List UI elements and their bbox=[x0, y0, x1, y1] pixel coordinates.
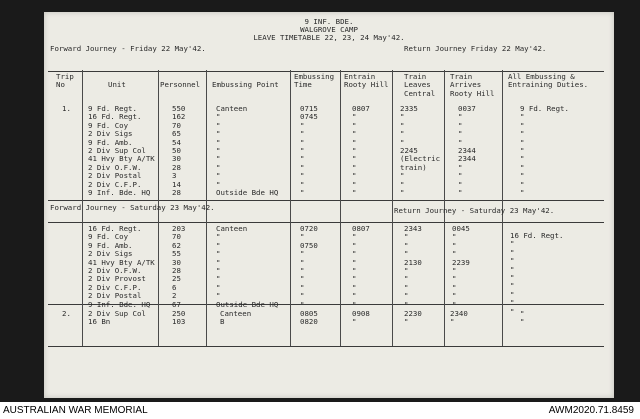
section2-personnel: 203 70 62 55 30 28 25 6 2 67 bbox=[172, 224, 186, 309]
section2-units: 16 Fd. Regt. 9 Fd. Coy 9 Fd. Amb. 2 Div Sigs 41 Hvy Bty A/TK 2 Div O.F.W. 2 Div Provost 2 Div C.F.P. 2 Div Postal 9 Inf. Bde. HQ bbox=[88, 224, 155, 309]
section3-train-leaves: 2230 " bbox=[404, 309, 422, 327]
section2-duties: 16 Fd. Regt. " " " " " " " " " bbox=[510, 231, 564, 316]
header-personnel: Personnel bbox=[160, 80, 201, 89]
section1-train-leaves: 2335 " " " " 2245 (Electric train) " " " bbox=[400, 104, 441, 198]
header-train-arrives: Train Arrives Rooty Hill bbox=[450, 72, 495, 98]
section3-train-arrives: 2340 " bbox=[450, 309, 468, 327]
header-embussing-point: Embussing Point bbox=[212, 80, 279, 89]
title-line-1: 9 INF. BDE. bbox=[304, 17, 354, 26]
institution-label: AUSTRALIAN WAR MEMORIAL bbox=[3, 405, 148, 416]
section2-entrain: 0807 " " " " " " " " " bbox=[352, 224, 370, 309]
header-duties: All Embussing & Entraining Duties. bbox=[508, 72, 589, 90]
section1-units: 9 Fd. Regt. 16 Fd. Regt. 9 Fd. Coy 2 Div Sigs 9 Fd. Amb. 2 Div Sup Col 41 Hvy Bty A/TK 2 Div O.F.W. 2 Div Postal 2 Div C.F.P. 9 Inf. Bde. HQ bbox=[88, 104, 155, 198]
header-trip: Trip No bbox=[56, 72, 74, 90]
section2-train-arrives: 0045 " " " 2239 " " " " " bbox=[452, 224, 470, 309]
header-unit: Unit bbox=[108, 80, 126, 89]
section3-time: 0805 0820 bbox=[300, 309, 318, 327]
trip-number-1: 1. bbox=[62, 104, 71, 113]
section3-personnel: 250 103 bbox=[172, 309, 186, 327]
section1-time: 0715 0745 " " " " " " " " " bbox=[300, 104, 318, 198]
trip-number-2: 2. bbox=[62, 309, 71, 318]
return-journey-heading-2: Return Journey - Saturday 23 May'42. bbox=[394, 206, 555, 215]
forward-journey-heading-2: Forward Journey - Saturday 23 May'42. bbox=[50, 203, 215, 212]
section1-duties: 9 Fd. Regt. " " " " " " " " " " bbox=[520, 104, 569, 198]
section2-train-leaves: 2343 " " " 2130 " " " " " bbox=[404, 224, 422, 309]
section3-duties: " " bbox=[520, 309, 525, 327]
table-bottom-rule bbox=[48, 346, 604, 347]
return-journey-heading-1: Return Journey Friday 22 May'42. bbox=[404, 44, 547, 53]
document-page bbox=[44, 12, 614, 398]
forward-journey-heading-1: Forward Journey - Friday 22 May'42. bbox=[50, 44, 206, 53]
section1-train-arrives: 0037 " " " " 2344 2344 " " " " bbox=[458, 104, 476, 198]
column-rule bbox=[340, 70, 341, 346]
section3-embussing-point: Canteen B bbox=[220, 309, 252, 327]
section2-embussing-point: Canteen " " " " " " " " Outside Bde HQ bbox=[216, 224, 279, 309]
section3-units: 2 Div Sup Col 16 Bn bbox=[88, 309, 146, 327]
title-line-2: WALGROVE CAMP bbox=[300, 25, 358, 34]
section1-personnel: 550 162 70 65 54 50 30 28 3 14 28 bbox=[172, 104, 186, 198]
section1-embussing-point: Canteen " " " " " " " " " Outside Bde HQ bbox=[216, 104, 279, 198]
header-train-leaves: Train Leaves Central bbox=[404, 72, 436, 98]
section3-entrain: 0908 " bbox=[352, 309, 370, 327]
caption-bar bbox=[0, 402, 640, 419]
title-line-3: LEAVE TIMETABLE 22, 23, 24 May'42. bbox=[253, 33, 405, 42]
header-embussing-time: Embussing Time bbox=[294, 72, 335, 90]
section-rule-1 bbox=[48, 200, 604, 201]
column-rule bbox=[290, 70, 291, 346]
accession-number: AWM2020.71.8459 bbox=[548, 405, 634, 416]
column-rule bbox=[392, 70, 393, 346]
section2-time: 0720 " 0750 " " " " " " " bbox=[300, 224, 318, 309]
header-entrain: Entrain Rooty Hill bbox=[344, 72, 389, 90]
section-rule-2 bbox=[48, 222, 604, 223]
section1-entrain: 0807 " " " " " " " " " " bbox=[352, 104, 370, 198]
